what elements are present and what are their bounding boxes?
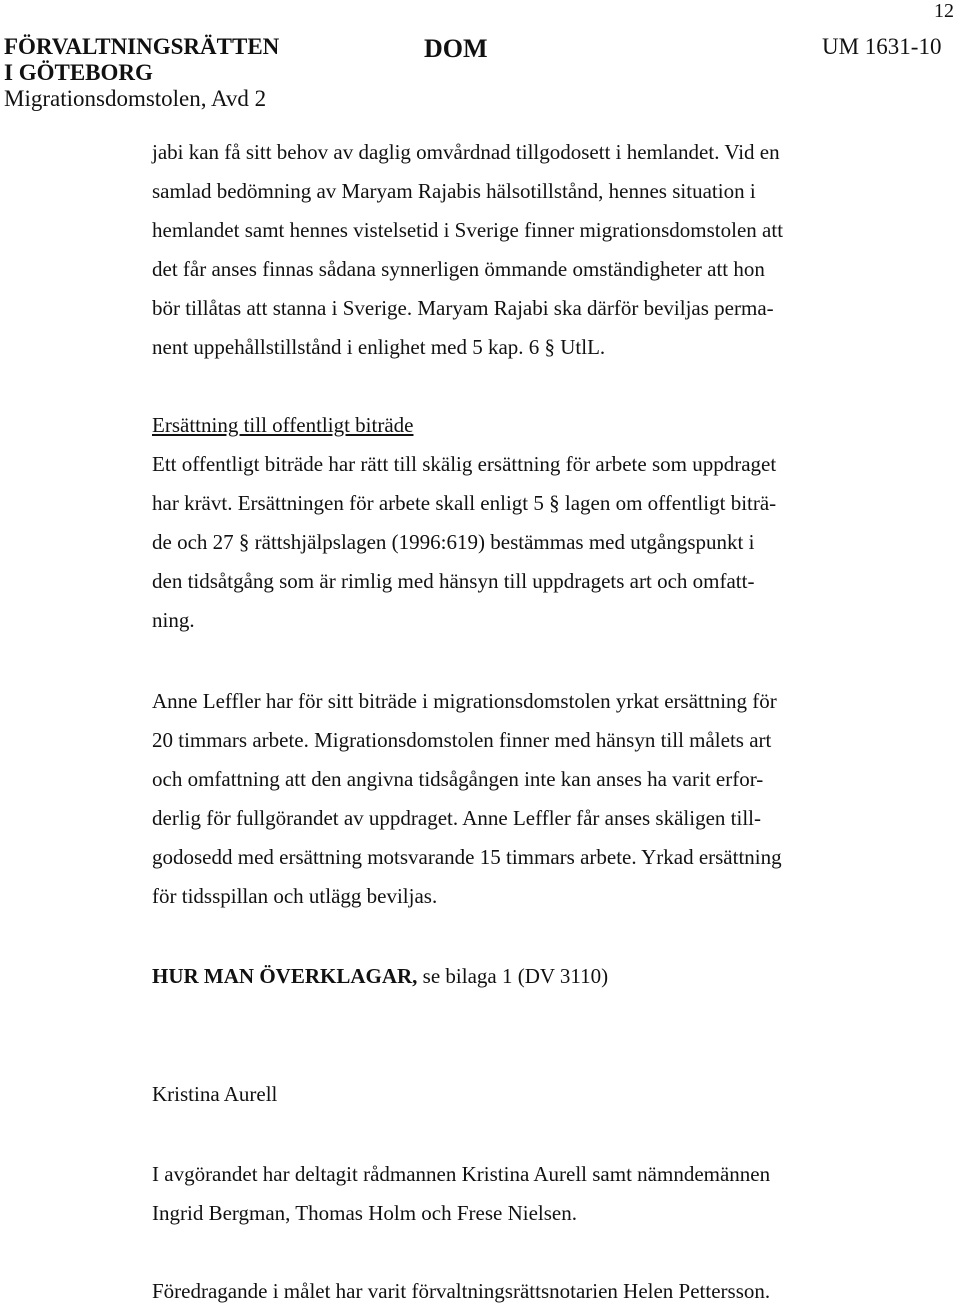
court-name-line1: FÖRVALTNINGSRÄTTEN bbox=[4, 34, 280, 59]
rapporteur-line: Föredragande i målet har varit förvaltningsrättsnotarien Helen Pettersson. bbox=[152, 1279, 771, 1303]
participants-line: Ingrid Bergman, Thomas Holm och Frese Nielsen. bbox=[152, 1201, 577, 1225]
text-line: jabi kan få sitt behov av daglig omvårdnad tillgodosett i hemlandet. Vid en bbox=[152, 140, 780, 164]
text-line: derlig för fullgörandet av uppdraget. Anne Leffler får anses skäligen till- bbox=[152, 806, 761, 830]
text-line: 20 timmars arbete. Migrationsdomstolen finner med hänsyn till målets art bbox=[152, 728, 772, 752]
court-name-line2: I GÖTEBORG bbox=[4, 60, 153, 85]
text-line: de och 27 § rättshjälpslagen (1996:619) bestämmas med utgångspunkt i bbox=[152, 530, 755, 554]
text-line: har krävt. Ersättningen för arbete skall enligt 5 § lagen om offentligt biträ- bbox=[152, 491, 777, 515]
text-line: och omfattning att den angivna tidsågången inte kan anses ha varit erfor- bbox=[152, 767, 764, 791]
section-heading: Ersättning till offentligt biträde bbox=[152, 413, 414, 437]
appeal-instructions bbox=[152, 964, 608, 988]
text-line: Anne Leffler har för sitt biträde i migrationsdomstolen yrkat ersättning för bbox=[152, 689, 777, 713]
text-line: nent uppehållstillstånd i enlighet med 5 kap. 6 § UtlL. bbox=[152, 335, 606, 359]
text-line: den tidsåtgång som är rimlig med hänsyn till uppdragets art och omfatt- bbox=[152, 569, 755, 593]
text-line: bör tillåtas att stanna i Sverige. Maryam Rajabi ska därför beviljas perma- bbox=[152, 296, 774, 320]
text-line: hemlandet samt hennes vistelsetid i Sverige finner migrationsdomstolen att bbox=[152, 218, 784, 242]
text-line: för tidsspillan och utlägg beviljas. bbox=[152, 884, 438, 908]
case-number: UM 1631-10 bbox=[822, 34, 942, 59]
appeal-reference: se bilaga 1 (DV 3110) bbox=[417, 964, 609, 988]
text-line: det får anses finnas sådana synnerligen ömmande omständigheter att hon bbox=[152, 257, 765, 281]
signature-name: Kristina Aurell bbox=[152, 1082, 278, 1106]
court-division: Migrationsdomstolen, Avd 2 bbox=[4, 86, 267, 111]
text-line: ning. bbox=[152, 608, 195, 632]
text-line: Ett offentligt biträde har rätt till skälig ersättning för arbete som uppdraget bbox=[152, 452, 777, 476]
text-line: samlad bedömning av Maryam Rajabis hälsotillstånd, hennes situation i bbox=[152, 179, 756, 203]
text-line: godosedd med ersättning motsvarande 15 timmars arbete. Yrkad ersättning bbox=[152, 845, 782, 869]
participants-line: I avgörandet har deltagit rådmannen Kristina Aurell samt nämndemännen bbox=[152, 1162, 771, 1186]
page-number: 12 bbox=[934, 0, 954, 22]
document-type: DOM bbox=[424, 34, 488, 63]
appeal-heading: HUR MAN ÖVERKLAGAR, bbox=[152, 964, 418, 988]
